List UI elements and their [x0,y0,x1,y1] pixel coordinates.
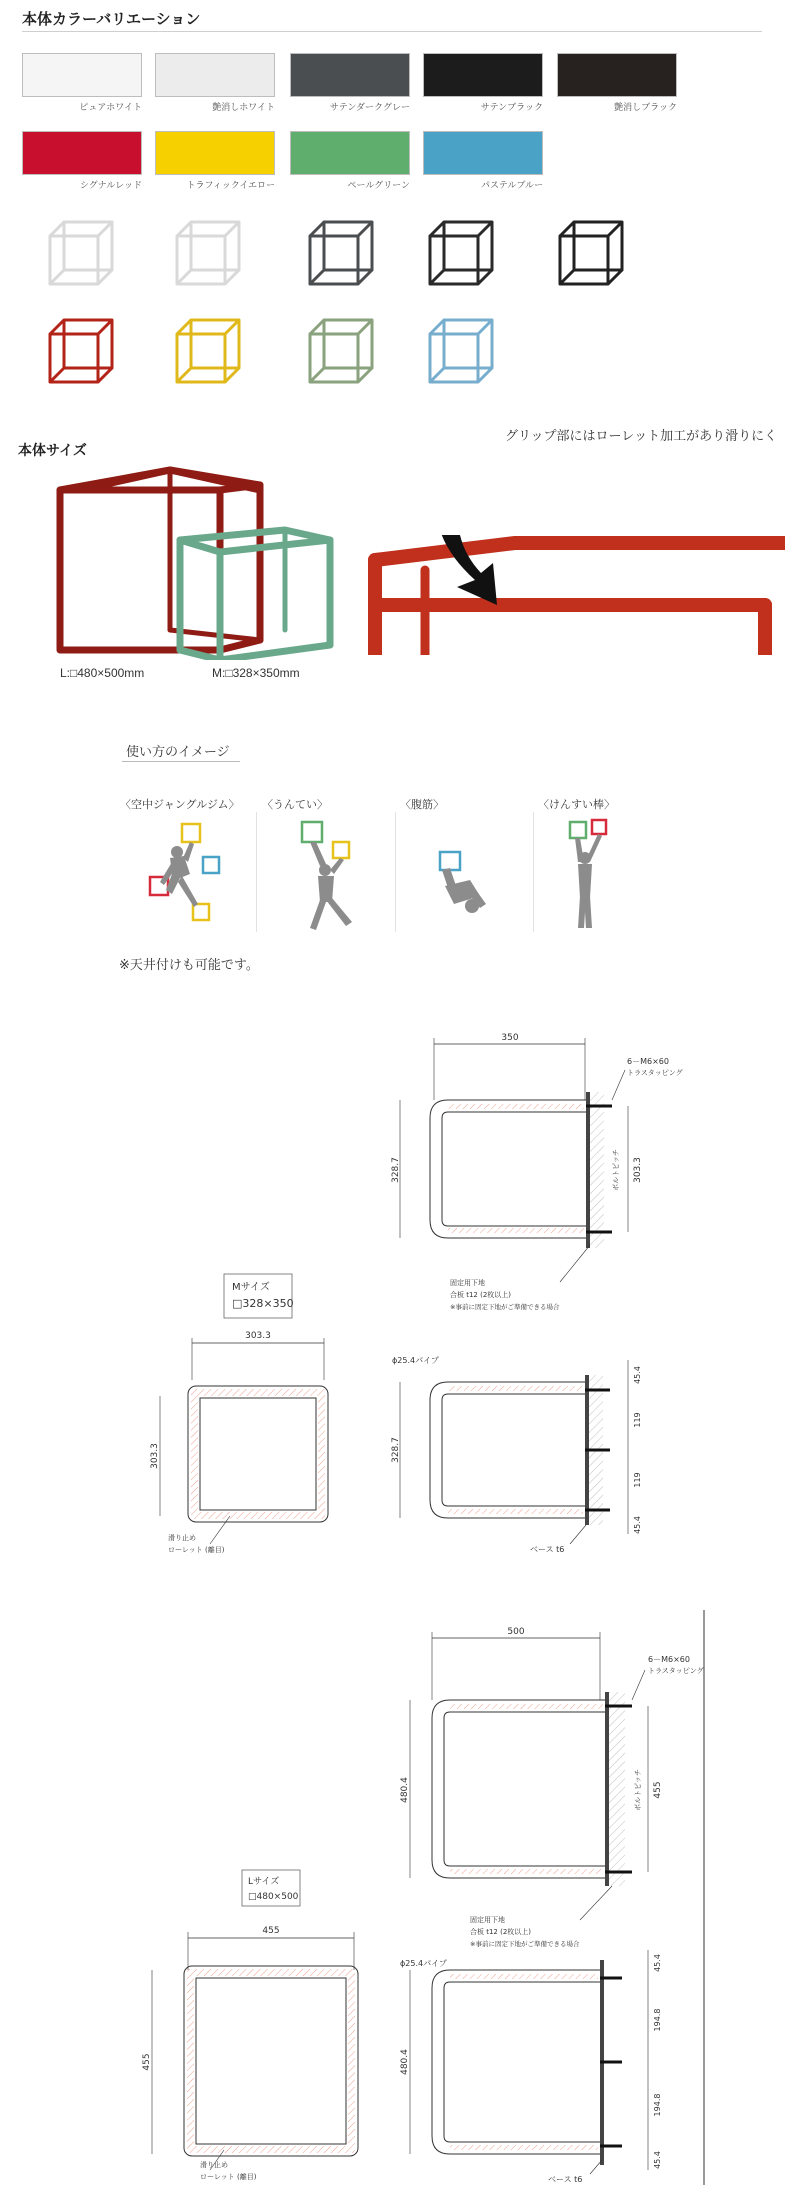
grip-note: グリップ部にはローレット加工があり滑りにく [505,428,778,443]
m-size-box [224,1274,294,1318]
m-top-inner: 303.3 [633,1157,643,1183]
color-swatch-label: 艶消しホワイト [212,102,275,112]
m-side-d4: 45.4 [633,1516,642,1534]
color-cube [430,222,492,284]
m-box-line2: □328×350 [232,1297,294,1310]
color-swatch-sample [423,53,543,97]
l-side-drawing [400,1950,662,2184]
l-top-inner: 455 [653,1781,663,1799]
l-top-anchor: 6－M6×60 [648,1655,690,1664]
usage-illustrations [120,812,680,942]
color-swatch-label: パステルブルー [480,180,543,190]
l-front-knurl1: 滑り止め [200,2161,228,2169]
color-swatch-sample [155,53,275,97]
color-swatch-label: サテンダークグレー [329,102,410,112]
color-swatch [290,53,410,112]
l-box-line1: Lサイズ [248,1877,280,1887]
color-cube [50,320,112,382]
large-size-label: L:□480×500mm [60,666,145,680]
usage-jungle-illustration [150,824,219,920]
l-size-box [242,1870,300,1906]
m-side-top-drawing [391,1033,683,1311]
color-swatch-sample [423,131,543,175]
l-top-bolt-pitch: ボルトピッチ [634,1769,642,1811]
m-side-d1: 45.4 [633,1366,642,1384]
usage-pullup-illustration [570,820,606,928]
l-side-d4: 45.4 [653,2151,662,2169]
technical-drawings [0,1020,800,2200]
color-section-title: 本体カラーバリエーション [22,11,201,28]
l-top-base: 固定用下地 [470,1916,505,1924]
usage-abs-illustration [440,852,486,913]
color-cube [50,222,112,284]
color-swatch-label: 艶消しブラック [614,102,677,112]
usage-title-underline [122,761,240,762]
medium-cube-top [180,530,330,552]
closeup-back-bar [375,543,785,560]
l-top-height: 480.4 [400,1777,410,1803]
usage-caption-pullup: 〈けんすい棒〉 [538,799,615,811]
color-swatch-sample [22,53,142,97]
large-cube-front [60,490,220,650]
ceiling-mount-note: ※天井付けも可能です。 [119,957,259,972]
l-side-d2: 194.8 [653,2008,662,2032]
color-swatch-label: サテンブラック [480,102,543,112]
color-swatch-sample [22,131,142,175]
color-swatch [155,53,275,112]
m-top-anchor: 6－M6×60 [627,1057,669,1066]
medium-size-label: M:□328×350mm [212,666,300,680]
usage-caption-abs: 〈腹筋〉 [400,799,444,811]
m-side-d2: 119 [633,1412,642,1428]
m-front-width: 303.3 [245,1331,271,1341]
color-cube [177,320,239,382]
m-side-d3: 119 [633,1472,642,1488]
color-swatch-sample [290,53,410,97]
l-front-height: 455 [142,2053,152,2071]
color-swatch-label: トラフィックイエロー [186,180,275,190]
l-front-drawing [142,1926,358,2181]
m-top-bolt-pitch: ボルトピッチ [612,1149,620,1191]
l-box-line2: □480×500 [248,1892,299,1902]
m-top-base-note: ※事前に固定下地がご準備できる場合 [450,1303,560,1311]
grip-closeup-illustration [365,535,785,655]
usage-title: 使い方のイメージ [126,744,230,759]
large-cube [60,470,260,650]
m-top-base: 固定用下地 [450,1279,485,1287]
m-box-line1: Mサイズ [232,1282,270,1293]
l-top-anchor-sub: トラスタッピング [648,1667,704,1675]
m-front-height: 303.3 [150,1443,160,1469]
color-swatch-label: シグナルレッド [79,180,142,190]
m-top-base-sub: 合板 t12 (2枚以上) [450,1291,512,1299]
m-side-pipe: ϕ25.4パイプ [392,1356,439,1365]
color-cube-grid [0,210,800,400]
color-swatch [22,131,142,190]
color-cube [430,320,492,382]
color-swatch [557,53,677,112]
color-swatch-sample [557,53,677,97]
large-cube-bottom-right [220,640,260,650]
section-divider [22,31,762,32]
color-swatch [290,131,410,190]
l-top-base-sub: 合板 t12 (2枚以上) [470,1928,532,1936]
l-top-base-note: ※事前に固定下地がご準備できる場合 [470,1940,580,1948]
color-cube [310,320,372,382]
color-swatch [423,131,543,190]
usage-monkey-bars-illustration [302,822,352,930]
color-swatch-label: ピュアホワイト [79,102,142,112]
color-swatch-label: ペールグリーン [347,180,410,190]
color-cube [310,222,372,284]
m-side-drawing [391,1356,642,1554]
m-front-drawing [150,1331,328,1554]
l-side-base: ベース t6 [548,2175,583,2184]
l-side-height: 480.4 [400,2049,410,2075]
l-top-width: 500 [507,1627,525,1637]
usage-caption-monkey-bars: 〈うんてい〉 [262,799,328,811]
color-cube [560,222,622,284]
l-front-width: 455 [262,1926,280,1936]
size-section-title: 本体サイズ [18,442,87,458]
color-cube [177,222,239,284]
m-front-knurl1: 滑り止め [168,1534,196,1542]
color-swatch [22,53,142,112]
m-side-height: 328.7 [391,1437,401,1463]
l-side-d1: 45.4 [653,1954,662,1972]
color-swatch-sample [290,131,410,175]
usage-caption-jungle: 〈空中ジャングルジム〉 [120,799,240,811]
l-side-pipe: ϕ25.4パイプ [400,1959,447,1968]
l-side-d3: 194.8 [653,2093,662,2117]
color-swatch-sample [155,131,275,175]
size-cubes-illustration [40,460,350,660]
color-swatch [423,53,543,112]
m-top-width: 350 [501,1033,519,1043]
m-top-anchor-sub: トラスタッピング [627,1069,683,1077]
m-side-base: ベース t6 [530,1545,565,1554]
m-top-height: 328.7 [391,1157,401,1183]
l-front-knurl2: ローレット (離目) [200,2173,257,2181]
color-swatch [155,131,275,190]
m-front-knurl2: ローレット (離目) [168,1546,225,1554]
l-side-top-drawing [400,1627,704,1948]
